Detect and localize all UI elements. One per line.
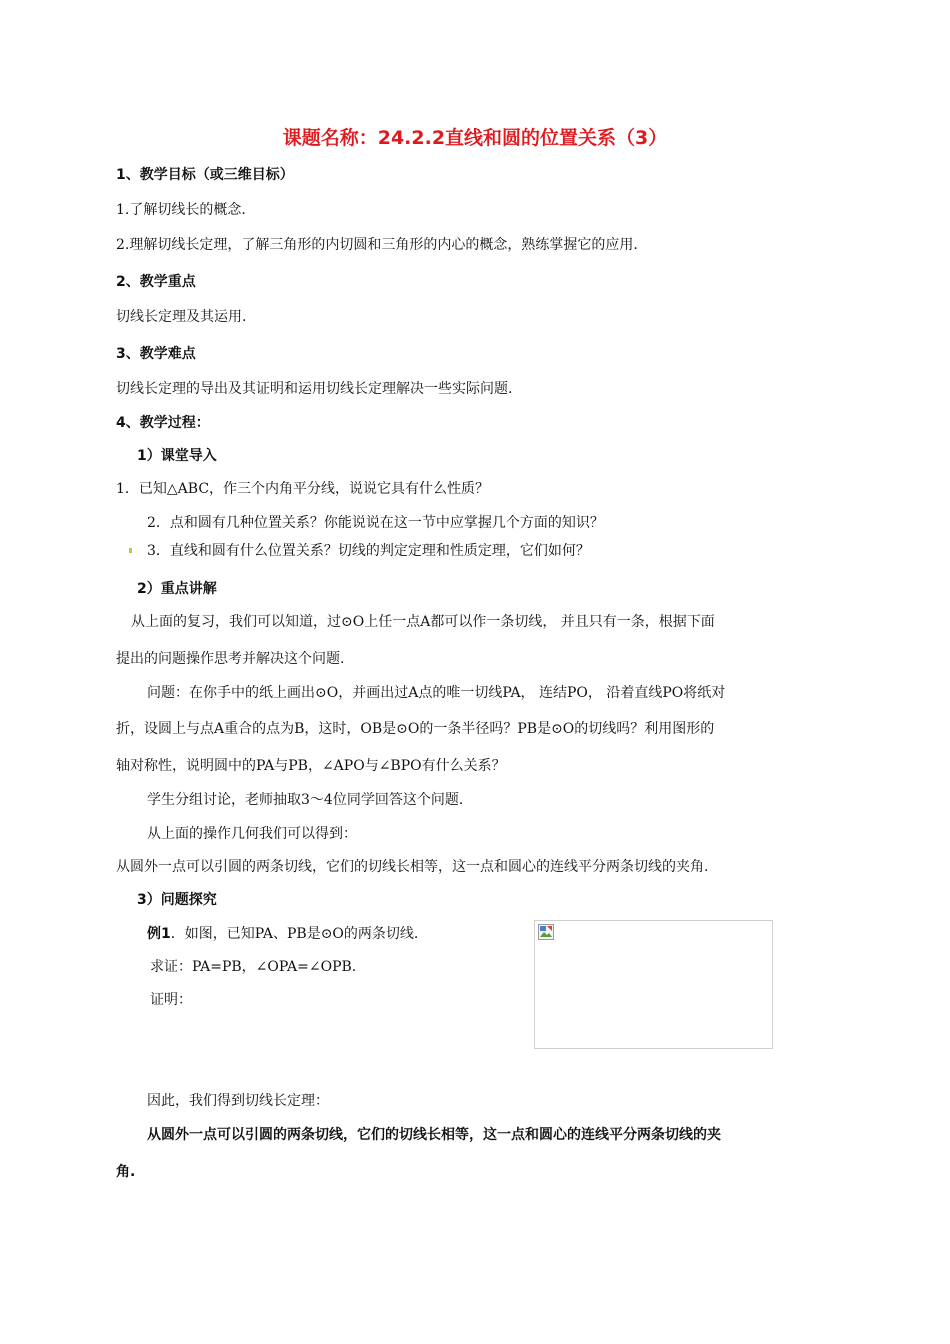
stray-mark <box>129 548 132 553</box>
example-label: 例1 <box>147 926 171 942</box>
subsection-key-heading: 2）重点讲解 <box>137 581 217 597</box>
subsection-explore-heading: 3）问题探究 <box>137 892 217 908</box>
example-1 <box>147 924 418 944</box>
figure-placeholder <box>534 920 773 1049</box>
objective-2: 2.理解切线长定理，了解三角形的内切圆和三角形的内心的概念，熟练掌握它的应用. <box>116 237 638 253</box>
section-2-heading: 2、教学重点 <box>116 274 196 290</box>
paragraph-1-line-1: 从上面的复习，我们可以知道，过⊙O上任一点A都可以作一条切线， 并且只有一条，根据下面 <box>131 614 715 630</box>
broken-image-icon <box>538 924 554 940</box>
therefore-line: 因此，我们得到切线长定理： <box>147 1093 329 1109</box>
question-1: 1．已知△ABC，作三个内角平分线，说说它具有什么性质？ <box>116 481 490 497</box>
theorem-line-1: 从圆外一点可以引圆的两条切线，它们的切线长相等，这一点和圆心的连线平分两条切线的夹 <box>147 1127 721 1143</box>
section-3-heading: 3、教学难点 <box>116 346 196 362</box>
theorem-line-2: 角. <box>116 1164 136 1180</box>
paragraph-2-line-2: 折，设圆上与点A重合的点为B，这时，OB是⊙O的一条半径吗？PB是⊙O的切线吗？利用图形的 <box>116 721 715 737</box>
paragraph-2-line-1: 问题：在你手中的纸上画出⊙O，并画出过A点的唯一切线PA， 连结PO， 沿着直线PO将纸对 <box>147 685 726 701</box>
paragraph-4: 从上面的操作几何我们可以得到： <box>147 826 357 842</box>
question-2: 2．点和圆有几种位置关系？你能说说在这一节中应掌握几个方面的知识？ <box>147 515 604 531</box>
question-3: 3．直线和圆有什么位置关系？切线的判定定理和性质定理，它们如何？ <box>147 543 590 559</box>
section-4-heading: 4、教学过程： <box>116 415 210 431</box>
paragraph-1-line-2: 提出的问题操作思考并解决这个问题. <box>116 651 345 667</box>
subsection-intro-heading: 1）课堂导入 <box>137 448 217 464</box>
difficulty-text: 切线长定理的导出及其证明和运用切线长定理解决一些实际问题. <box>116 381 513 397</box>
objective-1: 1.了解切线长的概念. <box>116 202 246 218</box>
paragraph-2-line-3: 轴对称性，说明圆中的PA与PB，∠APO与∠BPO有什么关系？ <box>116 758 506 774</box>
paragraph-5: 从圆外一点可以引圆的两条切线，它们的切线长相等，这一点和圆心的连线平分两条切线的夹角. <box>116 859 709 875</box>
paragraph-3: 学生分组讨论，老师抽取3～4位同学回答这个问题. <box>147 792 464 808</box>
key-point-text: 切线长定理及其运用. <box>116 309 247 325</box>
section-1-heading: 1、教学目标（或三维目标） <box>116 167 294 183</box>
prove-statement: 求证：PA=PB，∠OPA=∠OPB. <box>150 959 357 975</box>
proof-label: 证明： <box>150 992 192 1008</box>
example-text: ．如图，已知PA、PB是⊙O的两条切线. <box>170 926 419 942</box>
page-title: 课题名称：24.2.2直线和圆的位置关系（3） <box>282 127 668 149</box>
